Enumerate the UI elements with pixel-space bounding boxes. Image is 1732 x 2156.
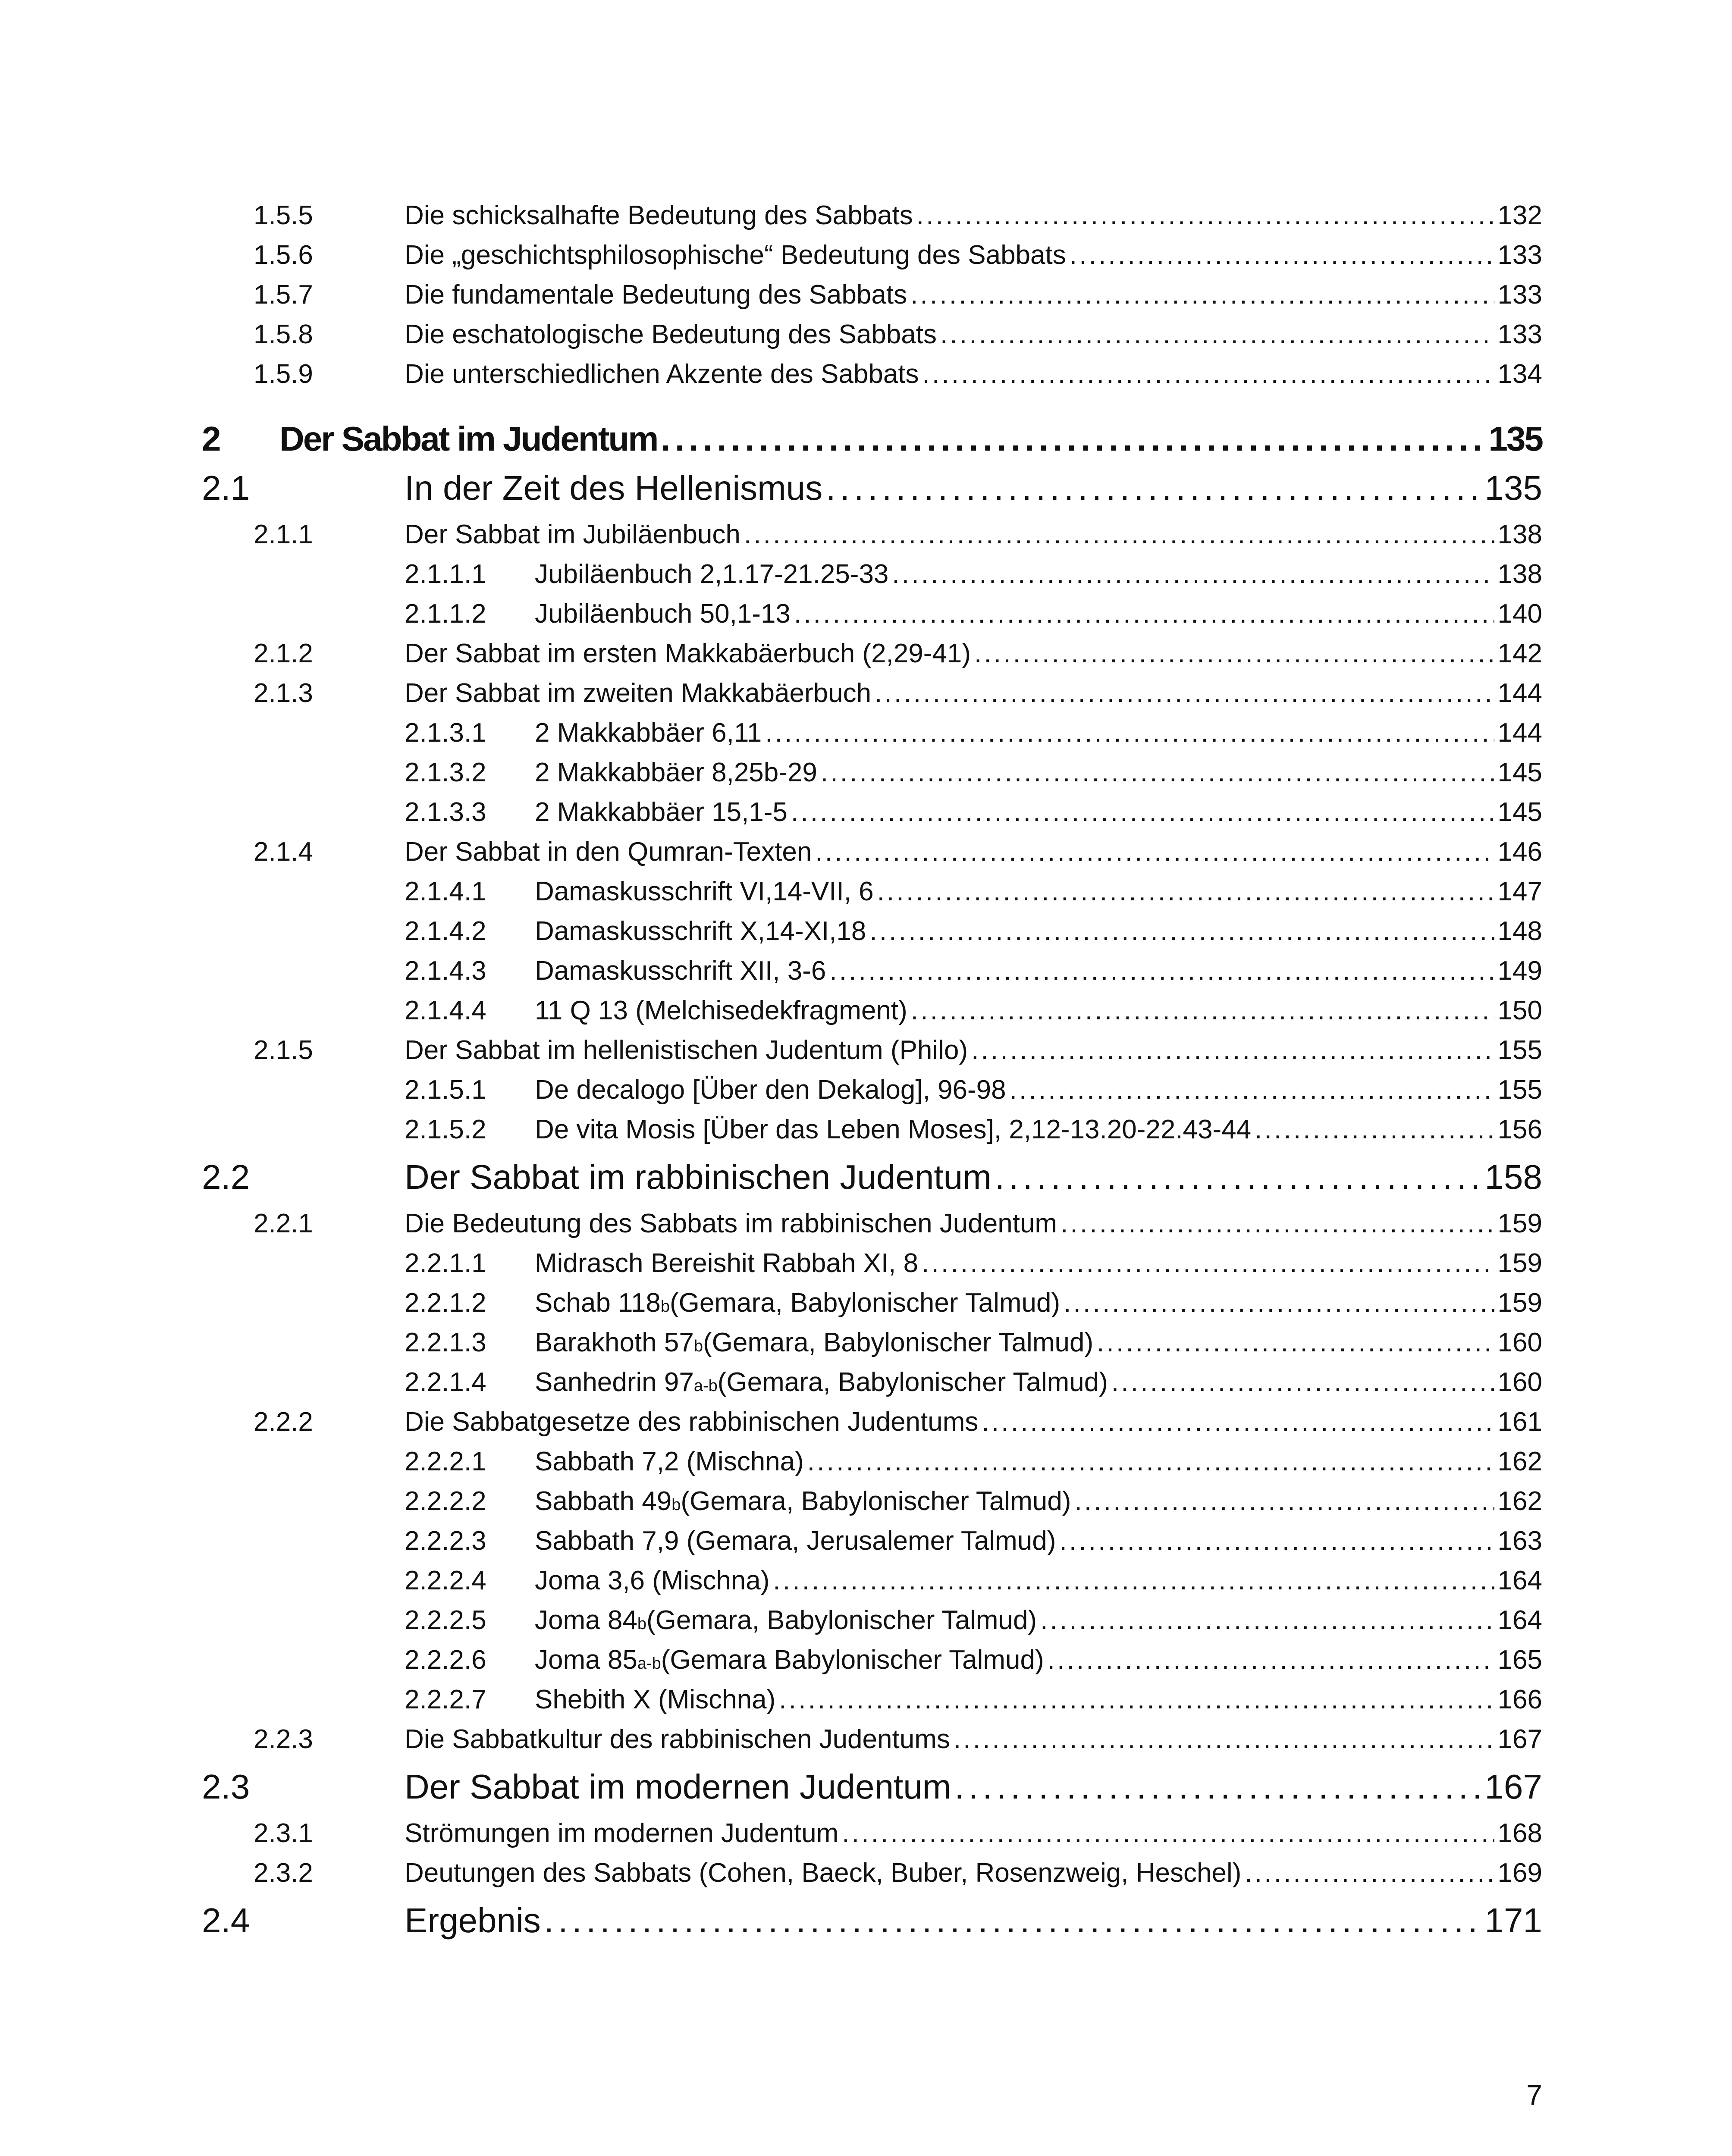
toc-entry[interactable] [254, 1208, 1542, 1239]
toc-entry-title [405, 1901, 541, 1940]
toc-entry-title [405, 1724, 950, 1755]
toc-entry-title-text: Damaskusschrift X,14-XI,18 [535, 916, 866, 946]
dot-leader [1064, 1288, 1494, 1318]
toc-entry-number: 1.5.6 [254, 240, 313, 270]
toc-entry[interactable] [405, 1075, 1542, 1105]
toc-entry-number: 2.2.2.7 [405, 1685, 486, 1714]
toc-entry-number: 2.1.5 [254, 1035, 313, 1065]
dot-leader [916, 200, 1494, 231]
toc-entry-number: 2.3 [202, 1767, 250, 1806]
toc-entry-number: 2.4 [202, 1901, 250, 1940]
toc-entry-number: 2.1.3.3 [405, 797, 486, 827]
dot-leader [869, 916, 1494, 946]
toc-entry-page: 155 [1497, 1035, 1542, 1065]
toc-entry-title [405, 1035, 968, 1065]
toc-entry-page: 167 [1484, 1767, 1542, 1806]
toc-entry[interactable] [254, 200, 1542, 231]
dot-leader [1255, 1114, 1494, 1145]
toc-entry-page: 149 [1497, 956, 1542, 986]
toc-entry-title [405, 359, 919, 389]
toc-entry-page: 164 [1497, 1566, 1542, 1595]
toc-entry[interactable] [254, 678, 1542, 708]
toc-entry-title [405, 1818, 838, 1849]
toc-entry-number: 1.5.8 [254, 320, 313, 349]
toc-entry-number: 2.2.1.1 [405, 1248, 486, 1278]
toc-entry-title-text: In der Zeit des Hellenismus [405, 469, 823, 507]
toc-entry-page: 161 [1497, 1407, 1542, 1437]
toc-entry-number: 2.2.1.3 [405, 1328, 486, 1357]
toc-entry[interactable] [405, 1486, 1542, 1517]
dot-leader [1061, 1208, 1494, 1239]
toc-entry[interactable] [254, 519, 1542, 550]
toc-entry-title [535, 1446, 804, 1477]
toc-entry-title-text: Sabbath 7,2 (Mischna) [535, 1447, 804, 1476]
toc-entry-title-text: 2 Makkabbäer 6,11 [535, 718, 762, 748]
toc-entry[interactable] [405, 1645, 1542, 1675]
toc-entry-page: 150 [1497, 996, 1542, 1025]
toc-entry[interactable] [254, 359, 1542, 389]
dot-leader [1048, 1645, 1494, 1675]
toc-entry-number: 2.2 [202, 1158, 250, 1196]
toc-entry-title-text: Schab 118 [535, 1288, 661, 1318]
toc-entry[interactable] [202, 468, 1542, 508]
toc-entry-number: 2.1.5.2 [405, 1115, 486, 1144]
toc-entry-title-text: 11 Q 13 (Melchisedekfragment) [535, 996, 907, 1025]
dot-leader [815, 837, 1494, 867]
toc-entry[interactable] [202, 1901, 1542, 1940]
toc-entry-title: Sanhedrin 97 a-b (Gemara, Babylonischer Talmud) [535, 1367, 1108, 1397]
dot-leader [842, 1818, 1494, 1849]
dot-leader [773, 1565, 1494, 1596]
dot-leader [1070, 240, 1494, 270]
toc-entry-title [535, 1248, 918, 1279]
toc-entry[interactable] [405, 1327, 1542, 1358]
toc-entry-page: 144 [1497, 678, 1542, 708]
toc-entry-number: 2.1.4.1 [405, 877, 486, 906]
toc-entry-page: 169 [1497, 1858, 1542, 1888]
toc-entry-title-text: Damaskusschrift XII, 3-6 [535, 956, 826, 986]
toc-entry-page: 166 [1497, 1685, 1542, 1714]
toc-entry-number: 2.1.4.3 [405, 956, 486, 986]
toc-entry-title-text: Der Sabbat im hellenistischen Judentum (Philo) [405, 1035, 968, 1065]
toc-entry-title-text: Joma 84 [535, 1605, 637, 1635]
toc-entry-page: 140 [1497, 599, 1542, 629]
dot-leader [661, 419, 1485, 459]
toc-entry-title [535, 1565, 769, 1596]
toc-entry-title [405, 319, 937, 350]
dot-leader [791, 797, 1494, 827]
toc-entry-title-text: Der Sabbat in den Qumran-Texten [405, 837, 812, 867]
dot-leader [829, 956, 1494, 986]
toc-entry-title-text: Die „geschichtsphilosophische“ Bedeutung des Sabbats [405, 240, 1066, 270]
toc-entry-page: 144 [1497, 718, 1542, 748]
toc-entry[interactable] [254, 1035, 1542, 1065]
toc-entry[interactable] [405, 757, 1542, 788]
toc-entry[interactable] [254, 1724, 1542, 1755]
toc-entry[interactable] [405, 559, 1542, 589]
toc-entry-title-text: 2 Makkabbäer 8,25b-29 [535, 758, 817, 787]
toc-entry-title-rest: (Gemara, Babylonischer Talmud) [703, 1328, 1094, 1357]
toc-entry-number: 1.5.5 [254, 201, 313, 230]
toc-entry-page: 159 [1497, 1248, 1542, 1278]
toc-entry-page: 163 [1497, 1526, 1542, 1556]
toc-entry-page: 142 [1497, 639, 1542, 668]
toc-entry-title-text: Der Sabbat im rabbinischen Judentum [405, 1158, 992, 1196]
toc-entry-title: Schab 118 b (Gemara, Babylonischer Talmud) [535, 1288, 1061, 1318]
toc-entry-title-text: Der Sabbat im zweiten Makkabäerbuch [405, 678, 872, 708]
toc-entry[interactable] [405, 956, 1542, 986]
toc-entry[interactable] [202, 419, 1542, 459]
toc-entry-page: 133 [1497, 320, 1542, 349]
dot-leader [826, 468, 1481, 508]
toc-entry-title [535, 1114, 1251, 1145]
toc-entry-title-text: Sanhedrin 97 [535, 1367, 694, 1397]
toc-entry-number: 2.2.3 [254, 1724, 313, 1754]
dot-leader [982, 1407, 1494, 1437]
dot-leader [1040, 1605, 1494, 1636]
toc-entry-title [405, 1208, 1057, 1239]
toc-entry-number: 2.3.1 [254, 1818, 313, 1848]
toc-entry[interactable] [405, 876, 1542, 907]
toc-entry-page: 146 [1497, 837, 1542, 867]
toc-entry-title: Joma 85 a-b (Gemara Babylonischer Talmud) [535, 1645, 1044, 1675]
toc-entry[interactable] [405, 1248, 1542, 1279]
toc-entry[interactable] [254, 1407, 1542, 1437]
toc-entry-page: 148 [1497, 916, 1542, 946]
toc-entry-title-text: Die Bedeutung des Sabbats im rabbinischen Judentum [405, 1209, 1057, 1238]
toc-entry-title [405, 1767, 951, 1807]
dot-leader [974, 638, 1494, 669]
toc-entry-title [405, 1858, 1241, 1888]
toc-entry-title-text: Joma 85 [535, 1645, 637, 1675]
dot-leader [954, 1724, 1494, 1755]
toc-entry-title-text: Joma 3,6 (Mischna) [535, 1566, 770, 1595]
toc-entry-page: 138 [1497, 520, 1542, 549]
toc-entry-title-text: Die fundamentale Bedeutung des Sabbats [405, 280, 907, 310]
dot-leader [910, 279, 1494, 310]
toc-entry-title-text: Der Sabbat im Jubiläenbuch [405, 520, 740, 549]
toc-entry-page: 167 [1497, 1724, 1542, 1754]
toc-entry-title [535, 995, 907, 1026]
toc-entry[interactable] [254, 837, 1542, 867]
toc-entry[interactable] [202, 1767, 1542, 1807]
toc-entry-page: 159 [1497, 1209, 1542, 1238]
toc-entry-title [535, 876, 874, 907]
toc-entry-page: 134 [1497, 359, 1542, 389]
dot-leader [1074, 1486, 1494, 1517]
dot-leader [922, 359, 1494, 389]
toc-entry-title-text: Die Sabbatkultur des rabbinischen Judentums [405, 1724, 950, 1754]
toc-entry-number: 1.5.9 [254, 359, 313, 389]
toc-entry-number: 2.1.4 [254, 837, 313, 867]
toc-entry-page: 171 [1484, 1901, 1542, 1940]
dot-leader [875, 678, 1494, 708]
toc-entry-title-text: Jubiläenbuch 50,1-13 [535, 599, 791, 629]
dot-leader [971, 1035, 1494, 1065]
toc-entry[interactable] [202, 1157, 1542, 1197]
toc-entry-title [405, 1407, 978, 1437]
toc-entry[interactable] [405, 995, 1542, 1026]
toc-entry-number: 2.1.1.1 [405, 559, 486, 589]
toc-entry[interactable] [405, 1605, 1542, 1636]
toc-entry-title [535, 797, 788, 827]
dot-leader [922, 1248, 1494, 1279]
toc-entry-title [535, 757, 817, 788]
toc-entry-title-text: Der Sabbat im ersten Makkabäerbuch (2,29-41) [405, 639, 971, 668]
toc-entry-title-text: Die schicksalhafte Bedeutung des Sabbats [405, 201, 913, 230]
dot-leader [1111, 1367, 1494, 1398]
toc-entry[interactable] [405, 1114, 1542, 1145]
dot-leader [940, 319, 1494, 350]
toc-entry-title-rest: (Gemara, Babylonischer Talmud) [670, 1288, 1061, 1318]
toc-entry-title [535, 916, 866, 946]
toc-entry-title-text: Barakhoth 57 [535, 1328, 694, 1357]
toc-entry-title [535, 599, 791, 629]
toc-entry-title [535, 956, 826, 986]
toc-entry-number: 2.1.5.1 [405, 1075, 486, 1105]
toc-entry-title-rest: (Gemara, Babylonischer Talmud) [681, 1486, 1071, 1516]
toc-entry-number: 2.1.1 [254, 520, 313, 549]
dot-leader [807, 1446, 1494, 1477]
dot-leader [779, 1684, 1494, 1715]
toc-entry[interactable] [254, 638, 1542, 669]
toc-entry-number: 1.5.7 [254, 280, 313, 310]
toc-entry-title-text: Strömungen im modernen Judentum [405, 1818, 839, 1848]
toc-entry[interactable] [405, 599, 1542, 629]
toc-entry[interactable] [254, 319, 1542, 350]
toc-entry-title [405, 837, 812, 867]
toc-entry-title-text: Der Sabbat im Judentum [279, 420, 658, 458]
toc-entry-number: 2.3.2 [254, 1858, 313, 1888]
toc-entry-title-text: 2 Makkabbäer 15,1-5 [535, 797, 788, 827]
page-number: 7 [1526, 2079, 1542, 2111]
toc-entry-number: 2.2.1.2 [405, 1288, 486, 1318]
toc-entry-page: 160 [1497, 1367, 1542, 1397]
dot-leader [1010, 1075, 1494, 1105]
dot-leader [1097, 1327, 1494, 1358]
toc-entry-number: 2.2.2.3 [405, 1526, 486, 1556]
toc-entry[interactable] [405, 1526, 1542, 1556]
toc-entry-page: 155 [1497, 1075, 1542, 1105]
toc-entry-title-text: Der Sabbat im modernen Judentum [405, 1767, 951, 1806]
toc-entry[interactable] [254, 1858, 1542, 1888]
toc-entry-number: 2.1.4.2 [405, 916, 486, 946]
toc-entry[interactable] [405, 1684, 1542, 1715]
toc-entry-title-text: Die unterschiedlichen Akzente des Sabbats [405, 359, 919, 389]
dot-leader [911, 995, 1494, 1026]
toc-entry-title [535, 559, 888, 589]
toc-entry-title [405, 240, 1066, 270]
toc-entry-page: 132 [1497, 201, 1542, 230]
dot-leader [995, 1157, 1481, 1197]
toc-entry-page: 138 [1497, 559, 1542, 589]
toc-entry[interactable] [254, 279, 1542, 310]
toc-entry-number: 2.2.2.1 [405, 1447, 486, 1476]
toc-entry-title-rest: (Gemara Babylonischer Talmud) [661, 1645, 1044, 1675]
toc-entry-title-text: Die eschatologische Bedeutung des Sabbats [405, 320, 937, 349]
toc-entry-page: 162 [1497, 1486, 1542, 1516]
dot-leader [1059, 1526, 1494, 1556]
toc-entry-title-rest: (Gemara, Babylonischer Talmud) [646, 1605, 1037, 1635]
dot-leader [765, 718, 1494, 748]
toc-entry-title-text: Shebith X (Mischna) [535, 1685, 776, 1714]
toc-entry-title [405, 200, 913, 231]
dot-leader [794, 599, 1494, 629]
toc-entry-page: 168 [1497, 1818, 1542, 1848]
toc-entry-page: 162 [1497, 1447, 1542, 1476]
toc-entry-title: Barakhoth 57 b (Gemara, Babylonischer Talmud) [535, 1328, 1094, 1357]
dot-leader [892, 559, 1494, 589]
toc-entry-page: 145 [1497, 797, 1542, 827]
toc-entry-title [405, 468, 822, 508]
toc-entry-title-text: De decalogo [Über den Dekalog], 96-98 [535, 1075, 1006, 1105]
toc-entry-title [535, 1526, 1056, 1556]
toc-entry-page: 135 [1488, 420, 1542, 458]
dot-leader [821, 757, 1494, 788]
dot-leader [544, 1901, 1481, 1940]
toc-entry-title-text: Damaskusschrift VI,14-VII, 6 [535, 877, 874, 906]
toc-entry-title-text: Deutungen des Sabbats (Cohen, Baeck, Buber, Rosenzweig, Heschel) [405, 1858, 1242, 1888]
toc-entry-page: 164 [1497, 1605, 1542, 1635]
toc-entry-page: 147 [1497, 877, 1542, 906]
toc-entry[interactable] [405, 1565, 1542, 1596]
toc-entry-title [405, 638, 971, 669]
dot-leader [954, 1767, 1481, 1807]
toc-entry-number: 2.2.2.6 [405, 1645, 486, 1675]
toc-entry-number: 2 [202, 420, 220, 458]
toc-entry-number: 2.1.3.2 [405, 758, 486, 787]
toc-entry-title [535, 1684, 775, 1715]
toc-entry-title [535, 1075, 1006, 1105]
toc-entry[interactable] [405, 1367, 1542, 1398]
toc-entry-number: 2.2.2.2 [405, 1486, 486, 1516]
toc-entry-title-text: Sabbath 7,9 (Gemara, Jerusalemer Talmud) [535, 1526, 1056, 1556]
toc-entry-number: 2.2.2 [254, 1407, 313, 1437]
toc-entry-number: 2.1 [202, 469, 250, 507]
toc-entry[interactable] [405, 916, 1542, 946]
toc-entry[interactable] [254, 1818, 1542, 1849]
toc-entry-number: 2.1.3.1 [405, 718, 486, 748]
toc-entry-title: Sabbath 49 b (Gemara, Babylonischer Talmud) [535, 1486, 1071, 1516]
toc-entry[interactable] [405, 1288, 1542, 1318]
toc-entry[interactable] [405, 797, 1542, 827]
toc-entry-page: 135 [1484, 469, 1542, 507]
toc-entry-title [279, 419, 657, 459]
dot-leader [1245, 1858, 1494, 1888]
toc-entry-number: 2.1.2 [254, 639, 313, 668]
toc-entry-number: 2.2.1 [254, 1209, 313, 1238]
toc-entry-number: 2.1.1.2 [405, 599, 486, 629]
toc-entry-title-text: Jubiläenbuch 2,1.17-21.25-33 [535, 559, 889, 589]
toc-entry-title-text: Sabbath 49 [535, 1486, 672, 1516]
toc-entry[interactable] [254, 240, 1542, 270]
toc-entry-number: 2.1.3 [254, 678, 313, 708]
toc-entry-title [405, 678, 871, 708]
toc-entry-page: 145 [1497, 758, 1542, 787]
toc-entry-page: 158 [1484, 1158, 1542, 1196]
toc-entry[interactable] [405, 1446, 1542, 1477]
toc-entry-title [405, 1157, 992, 1197]
toc-entry-number: 2.2.2.5 [405, 1605, 486, 1635]
toc-entry-title-text: De vita Mosis [Über das Leben Moses], 2,12-13.20-22.43-44 [535, 1115, 1252, 1144]
toc-entry-page: 160 [1497, 1328, 1542, 1357]
toc-entry-page: 133 [1497, 240, 1542, 270]
toc-entry-number: 2.2.1.4 [405, 1367, 486, 1397]
toc-entry-title [535, 718, 762, 748]
toc-entry-title-text: Die Sabbatgesetze des rabbinischen Judentums [405, 1407, 979, 1437]
dot-leader [877, 876, 1494, 907]
toc-entry-page: 156 [1497, 1115, 1542, 1144]
toc-entry-number: 2.2.2.4 [405, 1566, 486, 1595]
toc-entry-title [405, 279, 907, 310]
toc-entry[interactable] [405, 718, 1542, 748]
toc-entry-number: 2.1.4.4 [405, 996, 486, 1025]
toc-entry-page: 133 [1497, 280, 1542, 310]
dot-leader [744, 519, 1494, 550]
toc-entry-title-text: Midrasch Bereishit Rabbah XI, 8 [535, 1248, 919, 1278]
toc-entry-title-text: Ergebnis [405, 1901, 541, 1940]
toc-entry-title [405, 519, 740, 550]
toc-entry-title-rest: (Gemara, Babylonischer Talmud) [717, 1367, 1108, 1397]
toc-entry-page: 165 [1497, 1645, 1542, 1675]
toc-entry-page: 159 [1497, 1288, 1542, 1318]
toc-entry-title: Joma 84 b (Gemara, Babylonischer Talmud) [535, 1605, 1037, 1635]
